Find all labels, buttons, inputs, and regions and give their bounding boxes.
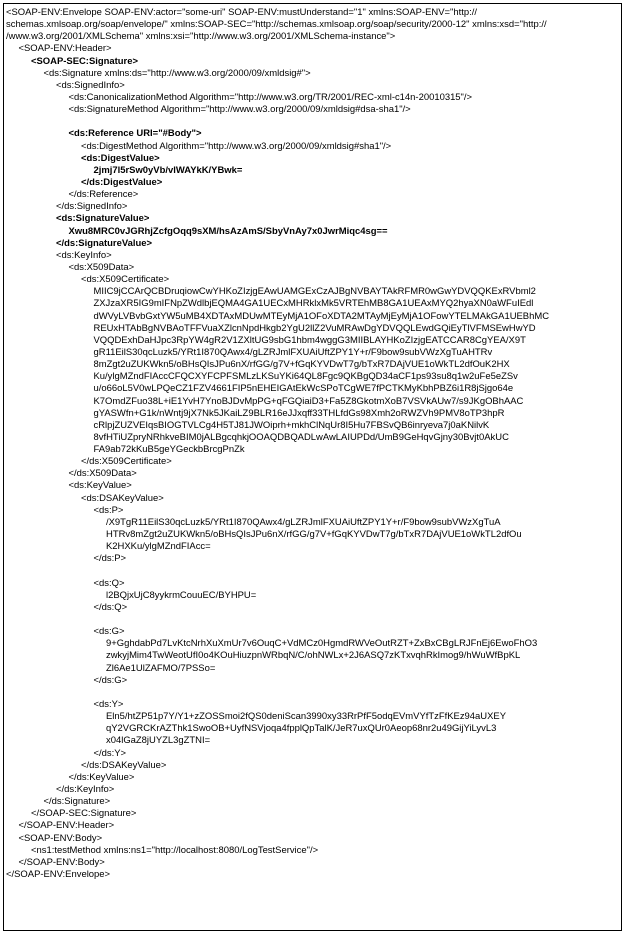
xml-line: </ds:Q>: [93, 601, 128, 613]
xml-line: zwkyjMim4TwWeotUfI0o4KOuHiuzpnWRbqN/C/ohNWLx+2J6ASQ7zKTxvqhRkImog9/hWuWfBpKL: [106, 650, 521, 662]
xml-line: <ds:Q>: [93, 577, 125, 589]
xml-line: <SOAP-SEC:Signature>: [31, 55, 138, 67]
xml-line: </ds:P>: [93, 553, 127, 565]
xml-line: <ds:SignatureValue>: [56, 213, 150, 225]
xml-line: <SOAP-ENV:Header>: [18, 43, 112, 55]
xml-line: </SOAP-ENV:Envelope>: [6, 868, 111, 880]
xml-line: x04lGaZ8jUYZL3gZTNI=: [106, 735, 211, 747]
xml-line: </SOAP-ENV:Header>: [18, 820, 115, 832]
xml-line: <ds:Y>: [93, 699, 124, 711]
xml-line: schemas.xmlsoap.org/soap/envelope/" xmlns:SOAP-SEC="http://schemas.xmlsoap.org/soap/security/2000-12" xmlns:xsd="http://: [6, 19, 547, 31]
xml-document-frame: [3, 3, 622, 931]
xml-line: VQQDExhDaHJpc3RpYW4gR2V1ZXltUG9sbG1hbm4wggG3MIIBLAYHKoZIzjgEATCCAR8CgYEA/X9T: [93, 334, 526, 346]
xml-line: cRlpjZUZVEIqsBIOGTVLCg4H5TJ81JWOiprh+mkhClNqUr8I5Hu7FBSvQB6inryeva7j0aKNilvK: [93, 419, 490, 431]
xml-line: </ds:X509Certificate>: [81, 456, 172, 468]
xml-line: <ds:X509Data>: [68, 261, 135, 273]
xml-line: </ds:Y>: [93, 747, 127, 759]
xml-line: l2BQjxUjC8yykrmCouuEC/BYHPU=: [106, 589, 257, 601]
xml-line: HTRv8mZgt2uZUKWkn5/oBHsQIsJPu6nX/rfGG/g7V+fGqKYVDwT7g/bTxR7DAjVUE1oWkTL2dfOu: [106, 529, 522, 541]
xml-line: Ku/ylgMZndFIAccCFQCXYFCPFSMLzLKSuYKi64QL8Fgc9QKBgQD34aCF1ps93su8q1w2uFe5eZSv: [93, 371, 518, 383]
xml-line: gR11EilS30qcLuzk5/YRt1I870QAwx4/gLZRJmlFXUAiUftZPY1Y+r/F9bow9subVWzXgTuAHTRv: [93, 346, 493, 358]
xml-line: </ds:KeyValue>: [68, 771, 135, 783]
xml-line: Xwu8MRC0vJGRhjZcfgOqq9sXM/hsAzAmS/SbyVnAy7x0JwrMiqc4sg==: [68, 225, 388, 237]
xml-line: Eln5/htZP51p7Y/Y1+zZOSSmoi2fQS0deniScan3990xy33RrPfF5odqEVmVYfTzFfKEz94aUXEY: [106, 711, 506, 723]
xml-line: <ds:KeyValue>: [68, 480, 132, 492]
xml-line: </ds:KeyInfo>: [56, 784, 115, 795]
xml-line: <ds:SignatureMethod Algorithm="http://www.w3.org/2000/09/xmldsig#dsa-sha1"/>: [68, 104, 411, 116]
xml-line: qY2VGRCKrAZThk1SwoOB+UyfNSVjoqa4fpplQpTalK/JeR7uxQUr0Aeop68nr2u49GijYiLyvL3: [106, 723, 497, 735]
xml-line: </ds:Reference>: [68, 189, 139, 201]
xml-line: <ds:DigestValue>: [81, 152, 160, 164]
xml-line: </SOAP-ENV:Body>: [18, 856, 105, 868]
xml-line: [6, 614, 621, 626]
xml-line: <ds:DigestMethod Algorithm="http://www.w3.org/2000/09/xmldsig#sha1"/>: [81, 140, 392, 152]
xml-line: Zl6Ae1UlZAFMO/7PSSo=: [106, 662, 216, 674]
xml-line: [6, 116, 621, 128]
xml-line: <ds:G>: [93, 626, 125, 638]
xml-line: 2jmj7l5rSw0yVb/vlWAYkK/YBwk=: [93, 164, 243, 176]
xml-line: 8mZgt2uZUKWkn5/oBHsQIsJPu6nX/rfGG/g7V+fGqKYVDwT7g/bTxR7DAjVUE1oWkTL2dfOuK2HX: [93, 359, 510, 371]
xml-line: FA9ab72kKuB5geYGeckbBrcgPnZk: [93, 444, 245, 456]
xml-line: </ds:DigestValue>: [81, 176, 163, 188]
xml-listing: [6, 7, 621, 881]
xml-line: <ns1:testMethod xmlns:ns1="http://localhost:8080/LogTestService"/>: [31, 844, 319, 856]
xml-line: </SOAP-SEC:Signature>: [31, 808, 137, 820]
xml-line: <ds:KeyInfo>: [56, 249, 112, 261]
xml-line: <SOAP-ENV:Envelope SOAP-ENV:actor="some-uri" SOAP-ENV:mustUnderstand="1" xmlns:SOAP-ENV="http://: [6, 7, 477, 18]
xml-line: </ds:Signature>: [43, 796, 111, 808]
xml-line: u/o66oL5V0wLPQeCZ1FZV4661FIP5nEHEIGAtEkWcSPoTCgWE7fPCTKMyKbhPBZ6i1R8jSjgo64e: [93, 383, 514, 395]
xml-line: /www.w3.org/2001/XMLSchema" xmlns:xsi="http://www.w3.org/2001/XMLSchema-instance">: [6, 31, 396, 43]
xml-line: 8vfHTiUZpryNRhkveBIM0jALBgcqhkjOOAQDBQADLwAwLAIUPDd/UmB9GeHqvGjny30Bvjt0AkUC: [93, 431, 509, 443]
xml-line: K2HXKu/ylgMZndFIAcc=: [106, 541, 211, 553]
xml-line: </ds:G>: [93, 674, 128, 686]
xml-line: <ds:Reference URI="#Body">: [68, 128, 202, 140]
xml-line: gYASWfn+G1k/nWntj9jX7Nk5JKaiLZ9BLR16eJJxqff33THLfdGs98Xmh2oRWZVh9PMV8oTP3hpR: [93, 407, 505, 419]
xml-line: <ds:CanonicalizationMethod Algorithm="http://www.w3.org/TR/2001/REC-xml-c14n-20010315"/>: [68, 91, 473, 103]
xml-line: </ds:SignatureValue>: [56, 237, 152, 249]
xml-line: [6, 565, 621, 577]
xml-line: 9+GghdabPd7LvKtcNrhXuXmUr7v6OuqC+VdMCz0HgmdRWVeOutRZT+ZxBxCBgLRJFnEj6EwoFhO3: [106, 638, 538, 650]
xml-line: dWVyLVBvbGxtYW5uMB4XDTAxMDUwMTEyMjA1OFoXDTA2MTAyMjEyMjA1OFowYTELMAkGA1UEBhMC: [93, 310, 550, 322]
xml-line: </ds:X509Data>: [68, 468, 137, 480]
xml-line: MIIC9jCCArQCBDruqiowCwYHKoZIzjgEAwUAMGExCzAJBgNVBAYTAkRFMR0wGwYDVQQKExRVbml2: [93, 286, 536, 298]
xml-line: </ds:SignedInfo>: [56, 201, 128, 213]
xml-line: ZXJzaXR5IG9mIFNpZWdlbjEQMA4GA1UECxMHRklxMk5VRTEhMB8GA1UEAxMYQ2hyaXN0aWFuIEdl: [93, 298, 534, 310]
xml-line: <ds:X509Certificate>: [81, 274, 170, 286]
xml-line: <ds:Signature xmlns:ds="http://www.w3.org/2000/09/xmldsig#">: [43, 67, 311, 79]
xml-line: [6, 687, 621, 699]
xml-line: <SOAP-ENV:Body>: [18, 832, 103, 844]
xml-line: <ds:SignedInfo>: [56, 79, 125, 91]
xml-line: <ds:P>: [93, 504, 124, 516]
xml-line: /X9TgR11EilS30qcLuzk5/YRt1I870QAwx4/gLZRJmlFXUAiUftZPY1Y+r/F9bow9subVWzXgTuA: [106, 516, 501, 528]
xml-line: </ds:DSAKeyValue>: [81, 759, 167, 771]
xml-line: <ds:DSAKeyValue>: [81, 492, 164, 504]
xml-line: REUxHTAbBgNVBAoTFFVuaXZlcnNpdHkgb2YgU2llZ2VuMRAwDgYDVQQLEwdGQiEyTlVFMSEwHwYD: [93, 322, 536, 334]
xml-line: K7OmdZFuo38L+iE1YvH7YnoBJDvMpPG+qFGQiaiD3+Fa5Z8GkotmXoB7VSVkAUw7/s9JKgOBhAAC: [93, 395, 524, 407]
